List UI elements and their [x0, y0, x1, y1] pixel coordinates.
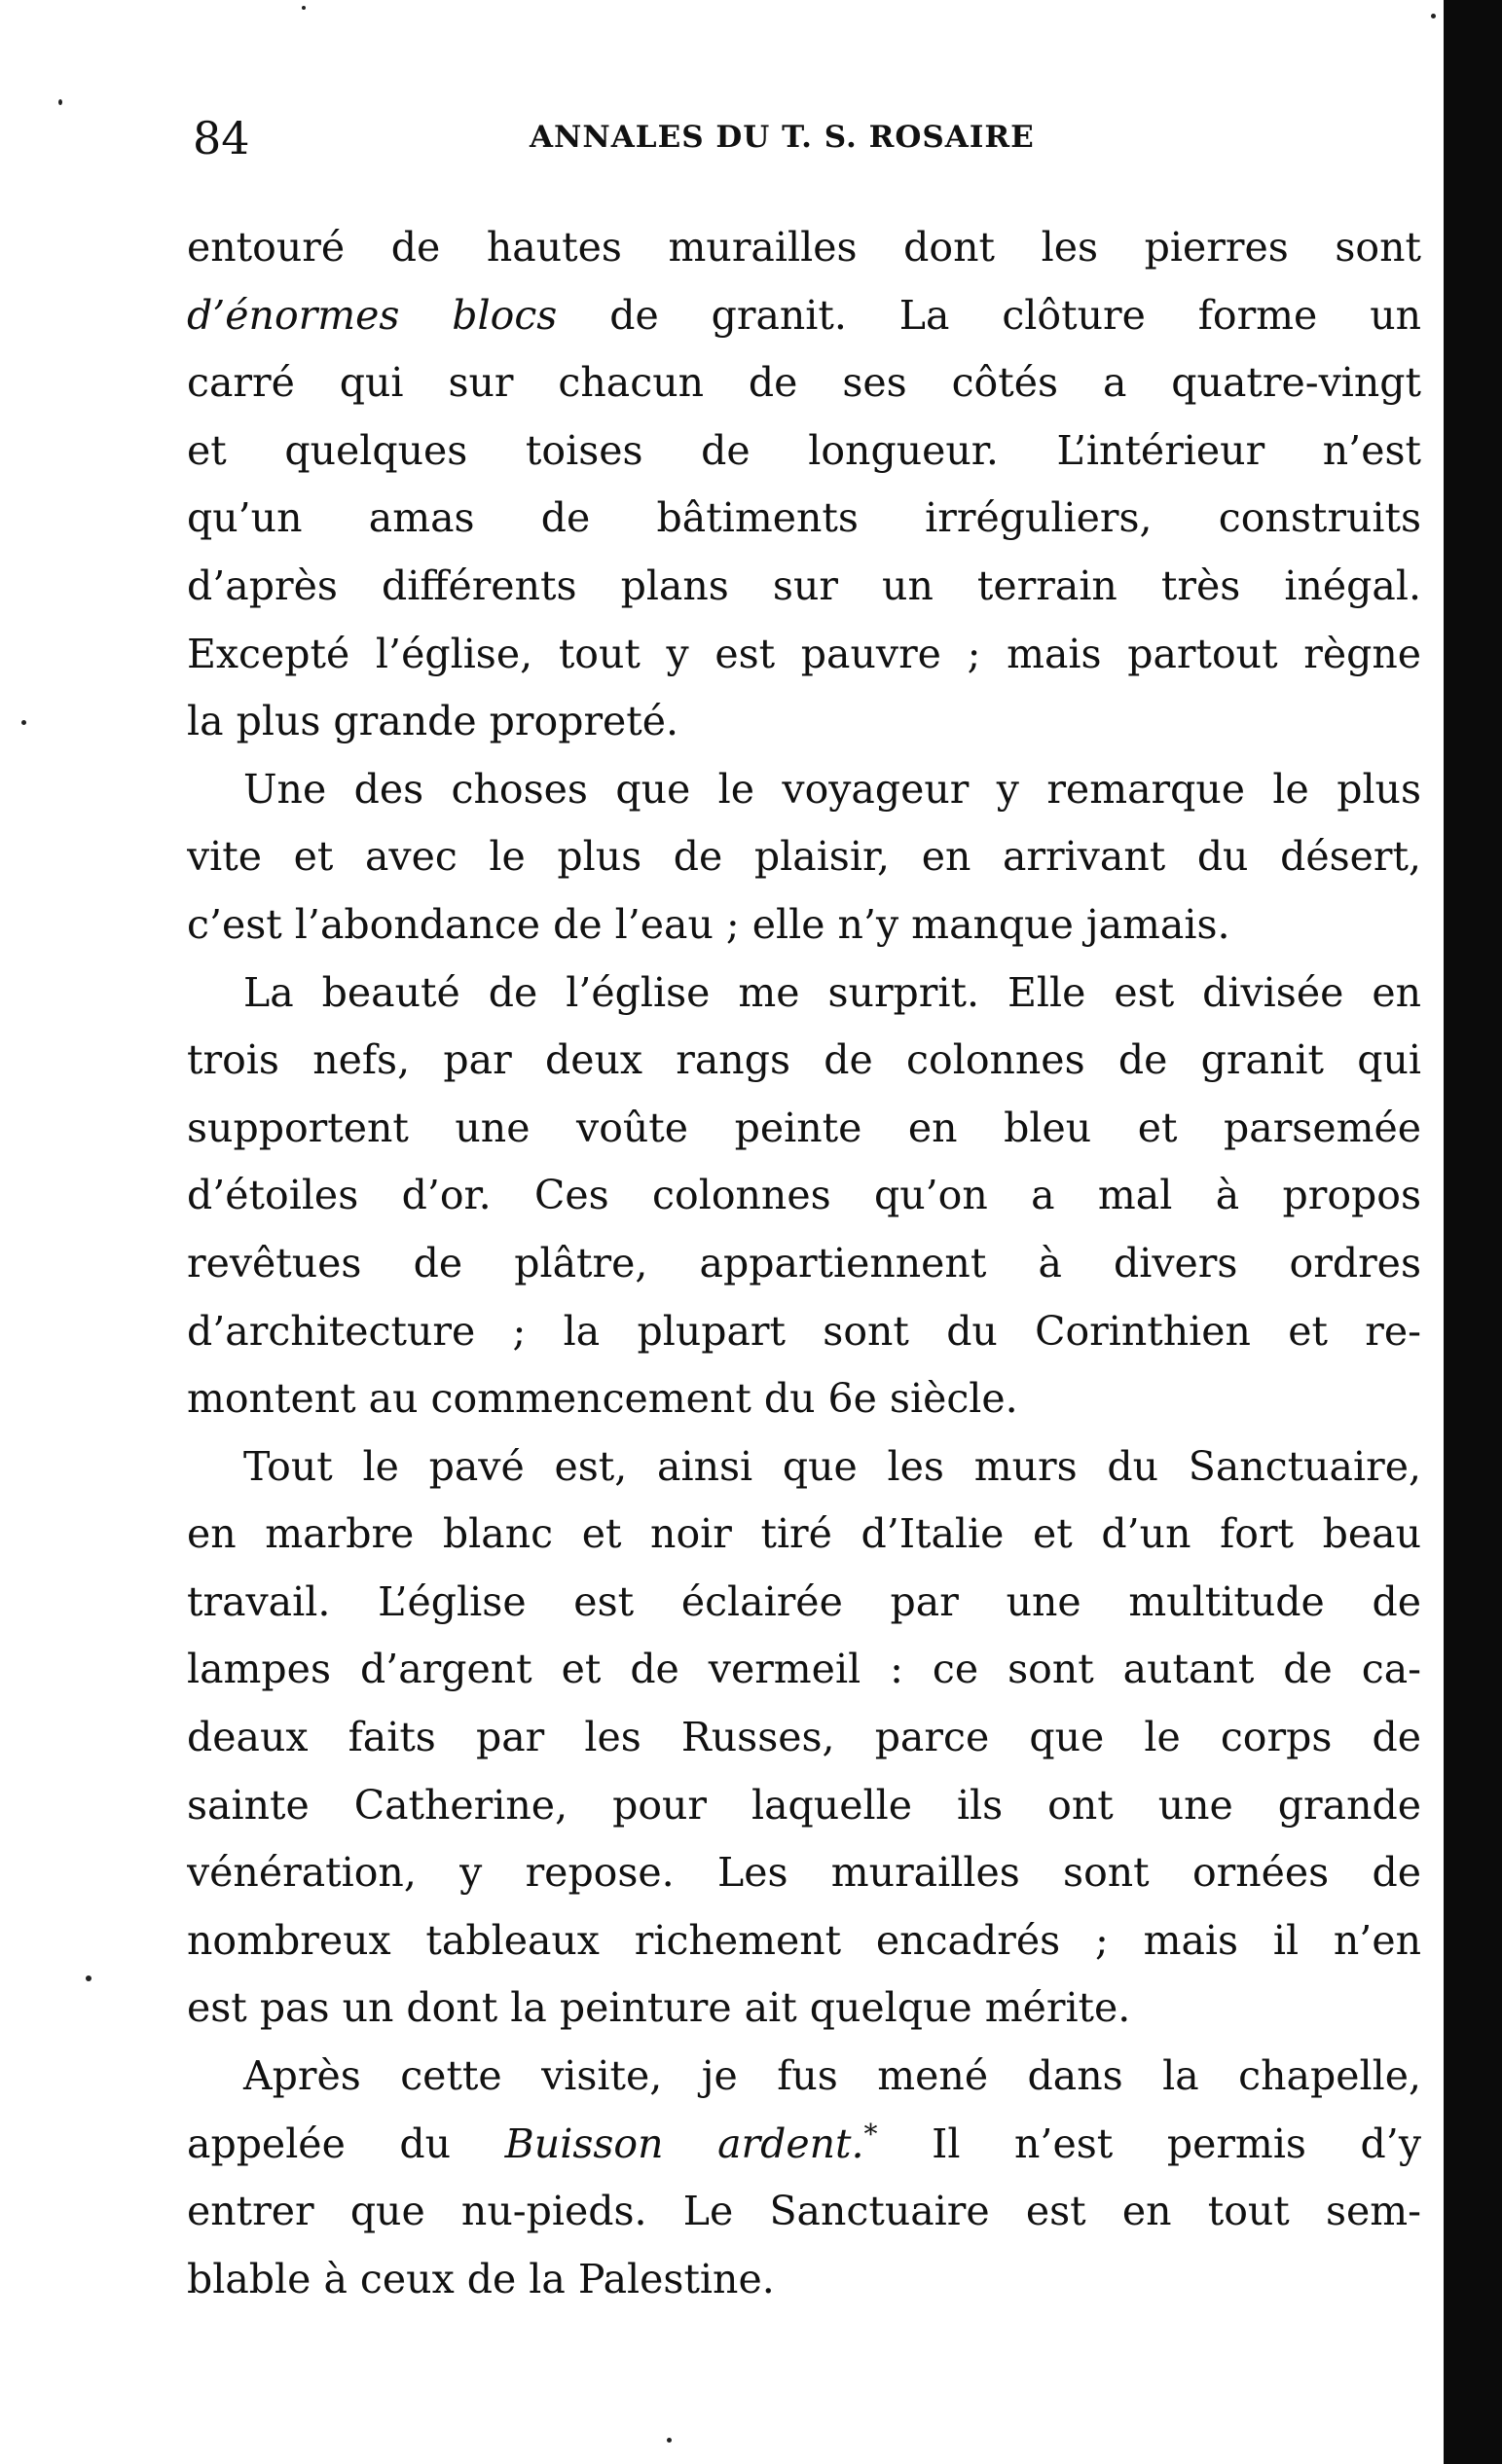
- text-line: [187, 1636, 1421, 1704]
- text-line: [187, 1569, 1421, 1637]
- text-segment: vite et avec le plus de plaisir, en arrivant du désert,: [187, 833, 1421, 881]
- text-segment: appelée du: [187, 2120, 505, 2167]
- text-segment: deaux faits par les Russes, parce que le corps de: [187, 1714, 1421, 1761]
- running-header: [193, 102, 1429, 170]
- text-line: [187, 891, 1421, 960]
- text-segment: qu’un amas de bâtiments irréguliers, construits: [187, 494, 1421, 542]
- text-segment: blable à ceux de la Palestine.: [187, 2255, 775, 2302]
- text-line: [187, 214, 1421, 282]
- text-line: [187, 823, 1421, 891]
- text-segment: d’énormes blocs: [187, 291, 558, 339]
- ink-speck: [21, 720, 26, 725]
- text-line: [187, 1839, 1421, 1907]
- text-segment: en marbre blanc et noir tiré d’Italie et d’un fort beau: [187, 1510, 1421, 1558]
- text-segment: Excepté l’église, tout y est pauvre ; mais partout règne: [187, 630, 1421, 677]
- text-segment: d’architecture ; la plupart sont du Corinthien et re-: [187, 1307, 1421, 1355]
- text-segment: supportent une voûte peinte en bleu et parsemée: [187, 1104, 1421, 1151]
- footnote-marker: *: [863, 2117, 878, 2150]
- text-line: [187, 2043, 1421, 2111]
- text-segment: d’étoiles d’or. Ces colonnes qu’on a mal à propos: [187, 1172, 1421, 1219]
- text-line: [187, 2178, 1421, 2246]
- text-line: [187, 553, 1421, 621]
- text-line: [187, 1433, 1421, 1502]
- text-line: [187, 621, 1421, 689]
- text-segment: Tout le pavé est, ainsi que les murs du Sanctuaire,: [243, 1442, 1421, 1490]
- text-line: [187, 756, 1421, 824]
- text-segment: Après cette visite, je fus mené dans la chapelle,: [243, 2052, 1421, 2100]
- text-segment: montent au commencement du 6e siècle.: [187, 1375, 1018, 1423]
- text-line: [187, 1027, 1421, 1095]
- text-segment: Buisson ardent.: [504, 2120, 864, 2167]
- text-line: [187, 688, 1421, 756]
- text-segment: Une des choses que le voyageur y remarque le plus: [243, 765, 1421, 813]
- text-line: [187, 1907, 1421, 1975]
- ink-speck: [1431, 14, 1436, 18]
- text-line: [187, 349, 1421, 417]
- text-segment: travail. L’église est éclairée par une multitude de: [187, 1577, 1421, 1625]
- text-segment: est pas un dont la peinture ait quelque mérite.: [187, 1984, 1131, 2032]
- running-title: ANNALES DU T. S. ROSAIRE: [530, 120, 1035, 155]
- text-line: [187, 1365, 1421, 1433]
- text-line: [187, 1704, 1421, 1772]
- text-segment: et quelques toises de longueur. L’intérieur n’est: [187, 426, 1421, 474]
- text-segment: La beauté de l’église me surprit. Elle est divisée en: [243, 968, 1421, 1016]
- text-segment: d’après différents plans sur un terrain très inégal.: [187, 562, 1421, 609]
- text-segment: revêtues de plâtre, appartiennent à divers ordres: [187, 1239, 1421, 1286]
- ink-speck: [58, 99, 62, 105]
- ink-speck: [86, 1975, 92, 1981]
- body-text: [187, 214, 1421, 2355]
- text-segment: sainte Catherine, pour laquelle ils ont une grande: [187, 1781, 1421, 1829]
- text-segment: entouré de hautes murailles dont les pierres sont: [187, 224, 1421, 271]
- text-line: [187, 1095, 1421, 1163]
- text-segment: vénération, y repose. Les murailles sont ornées de: [187, 1849, 1421, 1897]
- text-line: [187, 960, 1421, 1028]
- scan-edge-shadow: [1444, 0, 1502, 2464]
- text-line: [187, 1501, 1421, 1569]
- text-line: [187, 485, 1421, 553]
- text-line: [187, 1298, 1421, 1366]
- text-line: [187, 1772, 1421, 1840]
- text-segment: trois nefs, par deux rangs de colonnes de granit qui: [187, 1036, 1421, 1084]
- text-segment: de granit. La clôture forme un: [557, 291, 1421, 339]
- ink-speck: [302, 6, 306, 10]
- ink-speck: [667, 2438, 672, 2443]
- text-line: [187, 282, 1421, 350]
- text-line: [187, 1975, 1421, 2043]
- text-segment: c’est l’abondance de l’eau ; elle n’y manque jamais.: [187, 900, 1230, 948]
- text-segment: carré qui sur chacun de ses côtés a quatre-vingt: [187, 359, 1421, 407]
- text-line: [187, 1162, 1421, 1230]
- text-segment: la plus grande propreté.: [187, 698, 679, 745]
- text-line: [187, 2246, 1421, 2314]
- text-segment: Il n’est permis d’y: [877, 2120, 1421, 2167]
- text-segment: lampes d’argent et de vermeil : ce sont autant de ca-: [187, 1646, 1421, 1693]
- page-number: 84: [193, 112, 250, 164]
- text-segment: entrer que nu-pieds. Le Sanctuaire est en tout sem-: [187, 2188, 1421, 2235]
- text-line: [187, 1230, 1421, 1298]
- text-line: [187, 417, 1421, 486]
- text-line: [187, 2111, 1421, 2179]
- text-segment: nombreux tableaux richement encadrés ; mais il n’en: [187, 1916, 1421, 1964]
